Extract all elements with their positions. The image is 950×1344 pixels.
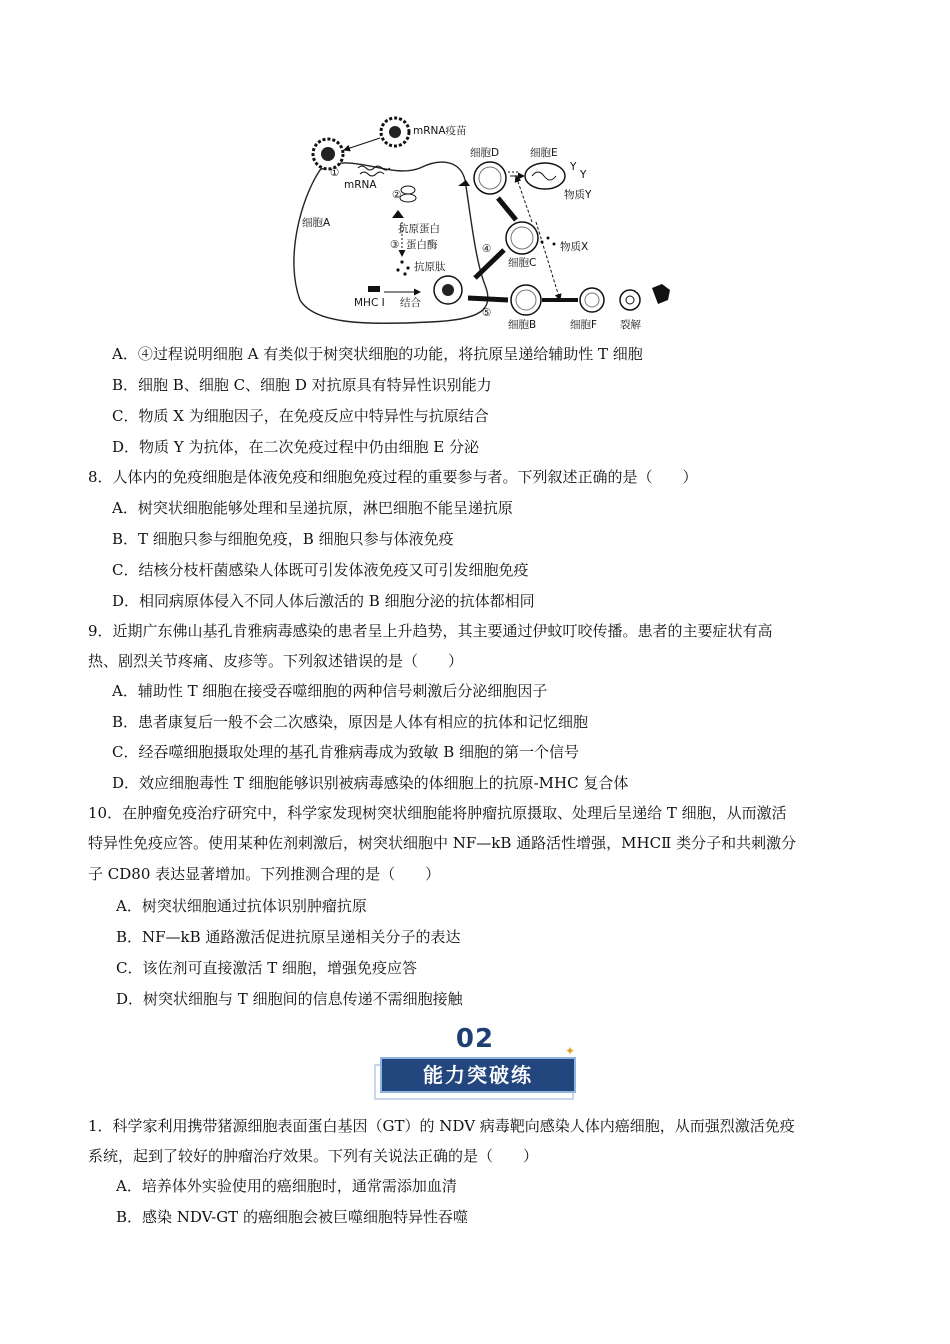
q9-stem-line1: 9．近期广东佛山基孔肯雅病毒感染的患者呈上升趋势，其主要通过伊蚊叮咬传播。患者的主要症状有高 <box>88 622 773 640</box>
immune-diagram <box>280 110 700 335</box>
q8-option-a: A．树突状细胞能够处理和呈递抗原，淋巴细胞不能呈递抗原 <box>112 499 513 517</box>
immune-diagram-svg <box>280 110 700 335</box>
label-antigen-protein: 抗原蛋白 <box>398 223 440 235</box>
q8-option-c: C．结核分枝杆菌感染人体既可引发体液免疫又可引发细胞免疫 <box>112 561 529 579</box>
label-cell-a: 细胞A <box>302 217 331 229</box>
section-number: 02 <box>455 1024 495 1054</box>
q9-option-b: B．患者康复后一般不会二次感染，原因是人体有相应的抗体和记忆细胞 <box>112 713 589 731</box>
label-substance-x: 物质X <box>560 241 589 253</box>
label-antigen-peptide: 抗原肽 <box>414 261 446 273</box>
svg-text:Y: Y <box>570 161 577 173</box>
q8-option-b: B．T 细胞只参与细胞免疫，B 细胞只参与体液免疫 <box>112 530 454 548</box>
q9-option-d: D．效应细胞毒性 T 细胞能够识别被病毒感染的体细胞上的抗原-MHC 复合体 <box>112 774 629 792</box>
q1-option-a: A．培养体外实验使用的癌细胞时，通常需添加血清 <box>116 1177 457 1195</box>
q1-stem-line2: 系统，起到了较好的肿瘤治疗效果。下列有关说法正确的是（ ） <box>88 1147 539 1165</box>
antigen-protein-icon <box>392 210 404 218</box>
q7-option-c: C．物质 X 为细胞因子，在免疫反应中特异性与抗原结合 <box>112 407 489 425</box>
q9-option-a: A．辅助性 T 细胞在接受吞噬细胞的两种信号刺激后分泌细胞因子 <box>112 682 548 700</box>
label-mrna: mRNA <box>344 179 377 191</box>
label-step1: ① <box>330 167 340 179</box>
sparkle-icon: ✦ <box>565 1044 576 1058</box>
label-step3: ③ <box>390 239 400 251</box>
q10-stem-line3: 子 CD80 表达显著增加。下列推测合理的是（ ） <box>88 865 441 883</box>
q1-stem-line1: 1．科学家利用携带猪源细胞表面蛋白基因（GT）的 NDV 病毒靶向感染人体内癌细胞，从而强烈激活免疫 <box>88 1117 795 1135</box>
label-bind: 结合 <box>400 297 421 309</box>
q7-option-d: D．物质 Y 为抗体，在二次免疫过程中仍由细胞 E 分泌 <box>112 438 479 456</box>
label-cell-d: 细胞D <box>470 147 500 159</box>
ribosome-icon <box>401 186 415 194</box>
q8-option-d: D．相同病原体侵入不同人体后激活的 B 细胞分泌的抗体都相同 <box>112 592 535 610</box>
q10-option-a: A．树突状细胞通过抗体识别肿瘤抗原 <box>116 897 367 915</box>
label-protease: 蛋白酶 <box>406 239 438 251</box>
section-banner <box>370 1024 580 1100</box>
label-step2: ② <box>392 189 402 201</box>
label-lysis: 裂解 <box>620 319 641 331</box>
q10-option-b: B．NF—kB 通路激活促进抗原呈递相关分子的表达 <box>116 928 461 946</box>
q10-stem-line1: 10．在肿瘤免疫治疗研究中，科学家发现树突状细胞能将肿瘤抗原摄取、处理后呈递给 T 细胞，从而激活 <box>88 804 787 822</box>
mrna-vaccine-icon <box>381 118 409 146</box>
label-step4: ④ <box>482 243 492 255</box>
cell-f <box>580 288 604 312</box>
q7-option-a: A．④过程说明细胞 A 有类似于树突状细胞的功能，将抗原呈递给辅助性 T 细胞 <box>112 345 643 363</box>
label-mhc: MHC Ⅰ <box>354 297 385 309</box>
label-substance-y: 物质Y <box>564 189 592 201</box>
q10-option-d: D．树突状细胞与 T 细胞间的信息传递不需细胞接触 <box>116 990 463 1008</box>
label-cell-f: 细胞F <box>570 319 598 331</box>
q9-option-c: C．经吞噬细胞摄取处理的基孔肯雅病毒成为致敏 B 细胞的第一个信号 <box>112 743 580 761</box>
q10-option-c: C．该佐剂可直接激活 T 细胞，增强免疫应答 <box>116 959 418 977</box>
label-vaccine: mRNA疫苗 <box>413 125 467 137</box>
mhc-icon <box>368 286 380 292</box>
label-cell-e: 细胞E <box>530 147 558 159</box>
q7-option-b: B．细胞 B、细胞 C、细胞 D 对抗原具有特异性识别能力 <box>112 376 492 394</box>
cell-e <box>525 163 565 189</box>
section-title: 能力突破练 <box>423 1063 533 1087</box>
q9-stem-line2: 热、剧烈关节疼痛、皮疹等。下列叙述错误的是（ ） <box>88 652 464 670</box>
svg-text:Y: Y <box>580 169 587 181</box>
label-step5: ⑤ <box>482 307 492 319</box>
q8-stem: 8．人体内的免疫细胞是体液免疫和细胞免疫过程的重要参与者。下列叙述正确的是（ ） <box>88 468 698 486</box>
label-cell-c: 细胞C <box>508 257 537 269</box>
virus-icon <box>313 139 343 169</box>
label-cell-b: 细胞B <box>508 319 537 331</box>
q10-stem-line2: 特异性免疫应答。使用某种佐剂刺激后，树突状细胞中 NF—kB 通路活性增强，MHCⅡ 类分子和共刺激分 <box>88 834 797 852</box>
q1-option-b: B．感染 NDV-GT 的癌细胞会被巨噬细胞特异性吞噬 <box>116 1208 468 1226</box>
